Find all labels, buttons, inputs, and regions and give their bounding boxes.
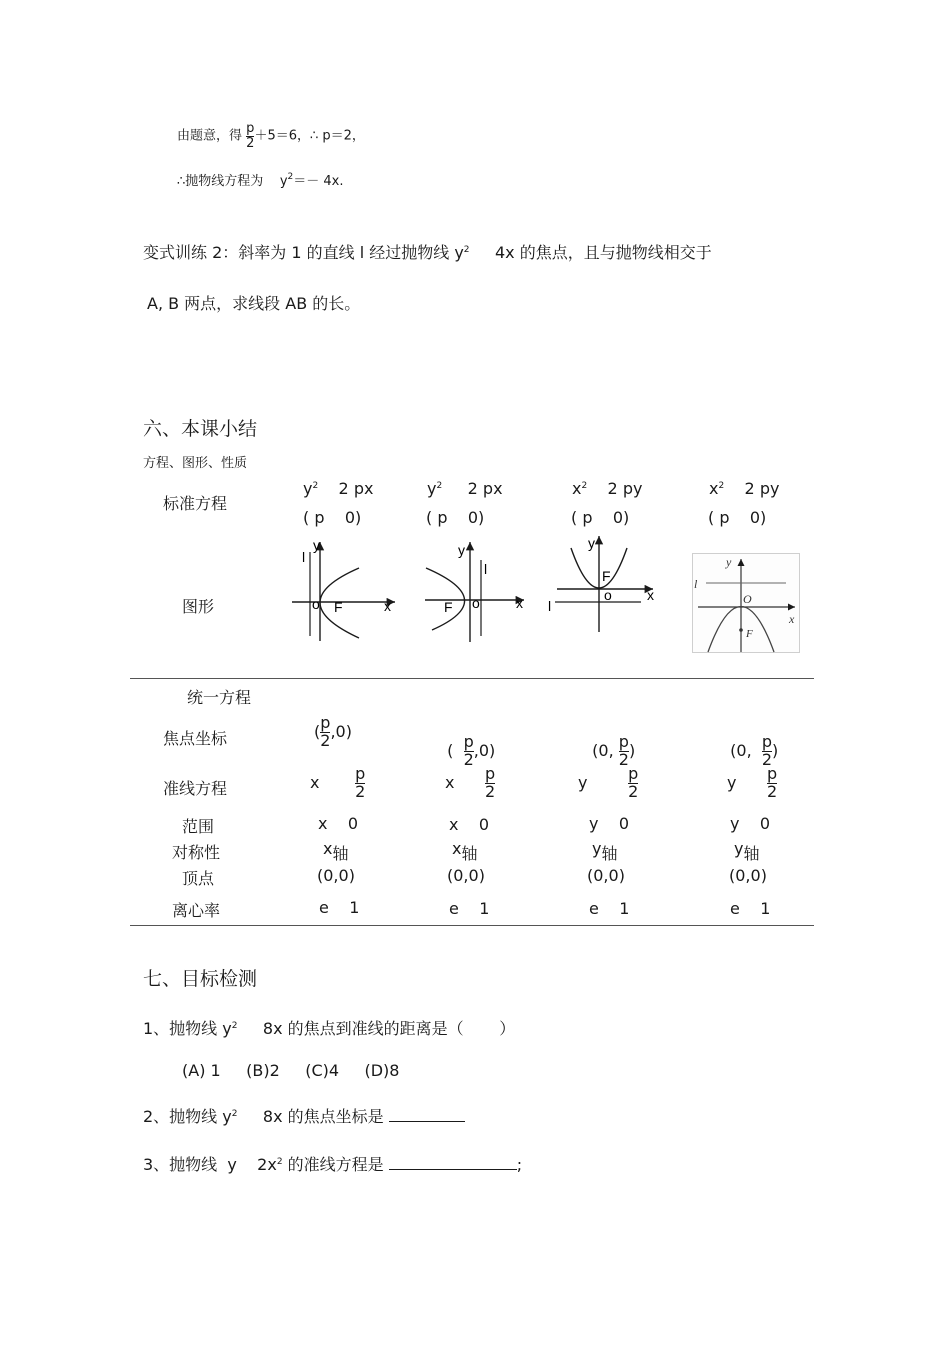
answer-blank-q2[interactable] [389,1107,465,1122]
section-6-subheading: 方程、图形、性质 [143,456,248,471]
row-label-symmetry: 对称性 [172,843,221,862]
std-cond-col-1: ( p 0) [303,508,362,527]
section-7-heading: 七、目标检测 [143,968,258,990]
fig2-y-label: y [458,542,465,558]
std-eq-col-4: $x^2$ 2 py [709,479,780,498]
focus-col-1: ( $\frac{p}{2}$ ,0) [314,713,352,750]
fig3-F-label: F [602,568,611,584]
fig3-x-label: x [647,587,654,603]
fig1-x-label: x [384,598,391,614]
std-eq-col-3: $x^2$ 2 py [572,479,643,498]
ecc-col-3: e 1 [589,899,630,918]
fig2-l-label: l [484,561,488,577]
directrix-col-2: x $\frac{p}{2}$ [445,764,496,801]
fig4-x-label: x [789,612,795,626]
symmetry-col-1: x轴 [323,839,349,863]
vertex-col-3: (0,0) [587,866,625,885]
fig1-F-label: F [334,599,343,615]
ecc-col-2: e 1 [449,899,490,918]
fig4-F-label: F [746,628,753,640]
range-col-1: x 0 [318,814,358,833]
parabola-figure-3 [543,532,663,634]
ecc-col-1: e 1 [319,898,360,917]
directrix-col-1: x $\frac{p}{2}$ [310,764,366,801]
row-label-figure: 图形 [182,597,215,616]
row-label-focus: 焦点坐标 [163,729,228,748]
std-eq-col-1: $y^2$ 2 px [303,479,374,498]
row-label-eccentricity: 离心率 [172,901,221,920]
question-3: 3、抛物线 y $2x^2$ 的准线方程是 ; [143,1155,523,1174]
std-cond-col-4: ( p 0) [708,508,767,527]
variant-exercise-line-2: A, B 两点，求线段 AB 的长。 [147,294,361,313]
row-label-range: 范围 [182,817,215,836]
fig2-F-label: F [444,599,453,615]
focus-col-2: ( $\frac{p}{2}$ ,0) [447,732,496,769]
parabola-figure-4 [692,553,800,653]
symmetry-col-4: y轴 [734,839,760,863]
directrix-col-3: y $\frac{p}{2}$ [578,764,639,801]
std-eq-col-2: $y^2$ 2 px [427,479,503,498]
row-label-vertex: 顶点 [182,869,215,888]
table-divider-top [130,678,814,679]
vertex-col-4: (0,0) [729,866,767,885]
fig4-O-label: O [743,592,752,606]
focus-col-4: (0, $\frac{p}{2}$ ) [730,732,779,769]
focus-col-3: (0, $\frac{p}{2}$ ) [592,732,636,769]
fig4-y-label: y [726,555,732,569]
derivation-line-1: 由题意，得 $\frac{p}{2}$ ＋5＝6，∴ p＝2， [177,121,365,151]
row-label-standard-equation: 标准方程 [163,494,228,513]
question-2: 2、抛物线 $y^2$ 8x 的焦点坐标是 [143,1104,465,1127]
parabola-figure-1 [287,538,407,644]
fraction-p-over-2: $\frac{p}{2}$ [246,121,255,151]
parabola-figure-2 [420,538,532,644]
std-cond-col-3: ( p 0) [571,508,630,527]
fig3-y-label: y [588,535,595,551]
range-col-2: x 0 [449,815,489,834]
row-label-unified-equation: 统一方程 [187,688,252,707]
fig3-l-label: l [548,598,552,614]
question-1-options: (A) 1 (B)2 (C)4 (D)8 [182,1061,400,1080]
section-6-heading: 六、本课小结 [143,418,258,440]
fig2-o-label: o [472,595,480,611]
symmetry-col-3: y轴 [592,839,618,863]
range-col-3: y 0 [589,814,629,833]
symmetry-col-2: x轴 [452,839,478,863]
fig1-o-label: o [312,596,320,612]
table-divider-bottom [130,925,814,926]
ecc-col-4: e 1 [730,899,771,918]
directrix-col-4: y $\frac{p}{2}$ [727,764,778,801]
row-label-directrix: 准线方程 [163,779,228,798]
fig1-y-label: y [313,538,320,553]
fig3-o-label: o [604,587,612,603]
range-col-4: y 0 [730,814,770,833]
variant-exercise-line-1: 变式训练 2：斜率为 1 的直线 l 经过抛物线 $y^2$ 4x 的焦点，且与抛物线相交于 [143,243,712,262]
fig1-l-label: l [302,549,306,565]
answer-blank-q3[interactable] [389,1155,517,1170]
fig4-l-label: l [694,577,698,591]
vertex-col-2: (0,0) [447,866,485,885]
std-cond-col-2: ( p 0) [426,508,485,527]
derivation-line-2: ∴抛物线方程为 $y^2=- 4x$. [177,172,344,189]
fig2-x-label: x [516,595,523,611]
question-1: 1、抛物线 $y^2$ 8x 的焦点到准线的距离是（ ） [143,1019,516,1038]
vertex-col-1: (0,0) [317,866,355,885]
